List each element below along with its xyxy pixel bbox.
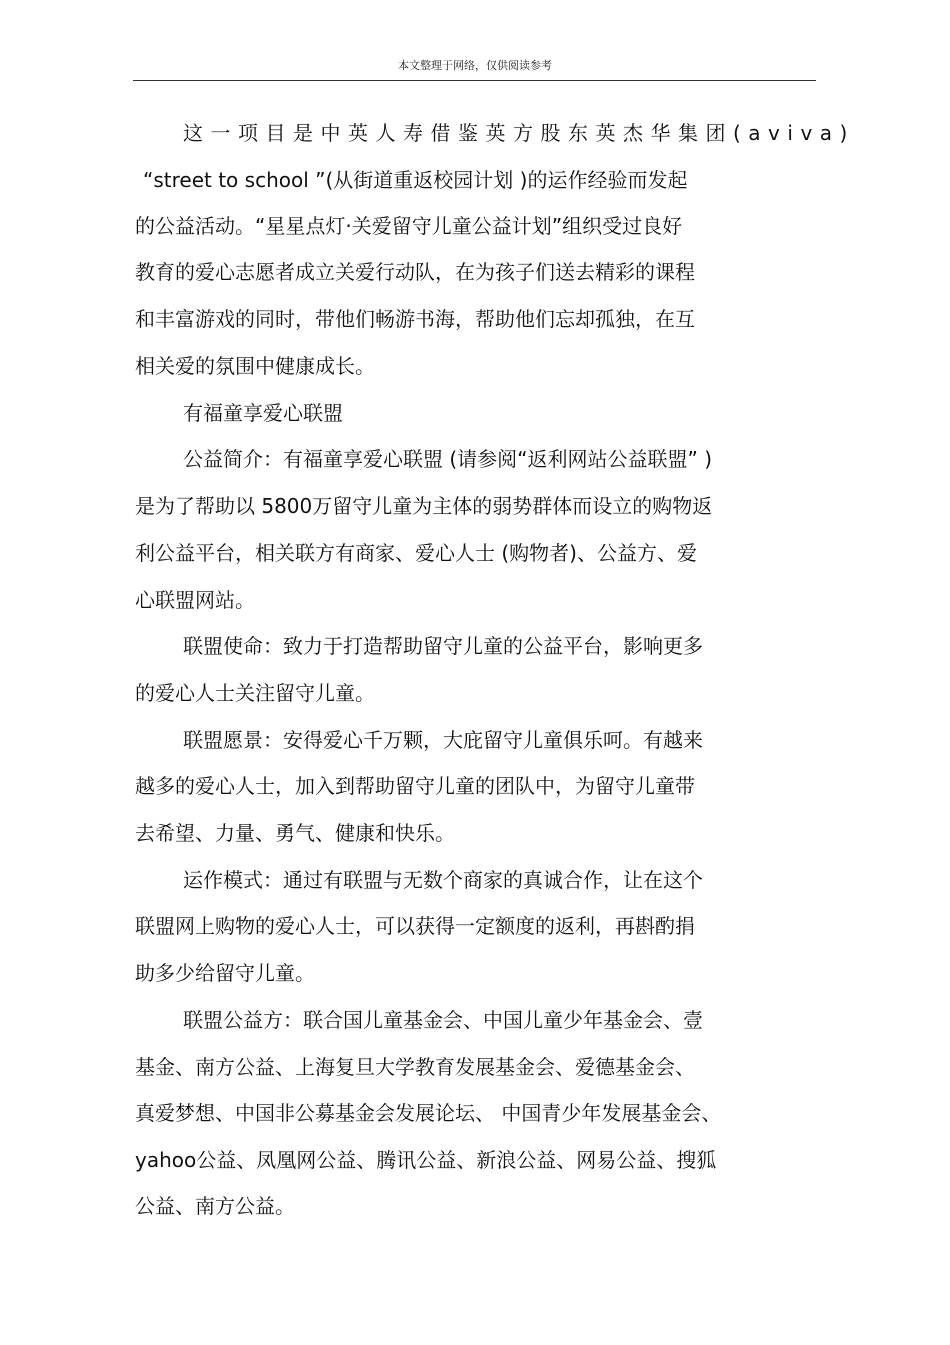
section-heading: 有福童享爱心联盟 xyxy=(183,401,343,425)
text-line: 联盟愿景：安得爱心千万颗，大庇留守儿童俱乐呵。有越来 xyxy=(183,728,703,752)
text-line: 越多的爱心人士，加入到帮助留守儿童的团队中，为留守儿童带 xyxy=(135,774,695,798)
text-line: 基金、南方公益、上海复旦大学教育发展基金会、爱德基金会、 xyxy=(135,1055,695,1079)
text-line: 教育的爱心志愿者成立关爱行动队，在为孩子们送去精彩的课程 xyxy=(135,260,695,284)
text-line: yahoo公益、凤凰网公益、腾讯公益、新浪公益、网易公益、搜狐 xyxy=(135,1148,717,1172)
text-line: 的公益活动。“星星点灯·关爱留守儿童公益计划”组织受过良好 xyxy=(135,214,683,238)
text-line: 助多少给留守儿童。 xyxy=(135,961,315,985)
text-line: “street to school ”(从街道重返校园计划 )的运作经验而发起 xyxy=(143,168,688,192)
header-divider xyxy=(133,80,816,81)
text-line: 真爱梦想、中国非公募基金会发展论坛、 中国青少年发展基金会、 xyxy=(135,1101,722,1125)
text-line: 公益简介：有福童享爱心联盟 (请参阅“返利网站公益联盟” ) xyxy=(183,447,713,471)
text-line: 的爱心人士关注留守儿童。 xyxy=(135,681,375,705)
page-header: 本文整理于网络，仅供阅读参考 xyxy=(398,59,552,72)
text-line: 去希望、力量、勇气、健康和快乐。 xyxy=(135,821,455,845)
text-line: 联盟使命：致力于打造帮助留守儿童的公益平台，影响更多 xyxy=(183,634,703,658)
text-line: 这一项目是中英人寿借鉴英方股东英杰华集团(aviva) xyxy=(183,121,855,145)
text-line: 联盟公益方：联合国儿童基金会、中国儿童少年基金会、壹 xyxy=(183,1008,703,1032)
text-line: 利公益平台，相关联方有商家、爱心人士 (购物者)、公益方、爱 xyxy=(135,541,697,565)
text-line: 是为了帮助以 5800万留守儿童为主体的弱势群体而设立的购物返 xyxy=(135,494,713,518)
text-line: 相关爱的氛围中健康成长。 xyxy=(135,354,375,378)
text-line: 心联盟网站。 xyxy=(135,588,255,612)
text-line: 公益、南方公益。 xyxy=(135,1194,295,1218)
text-line: 联盟网上购物的爱心人士，可以获得一定额度的返利，再斟酌捐 xyxy=(135,914,695,938)
text-line: 和丰富游戏的同时，带他们畅游书海，帮助他们忘却孤独，在互 xyxy=(135,307,695,331)
text-line: 运作模式：通过有联盟与无数个商家的真诚合作，让在这个 xyxy=(183,868,703,892)
